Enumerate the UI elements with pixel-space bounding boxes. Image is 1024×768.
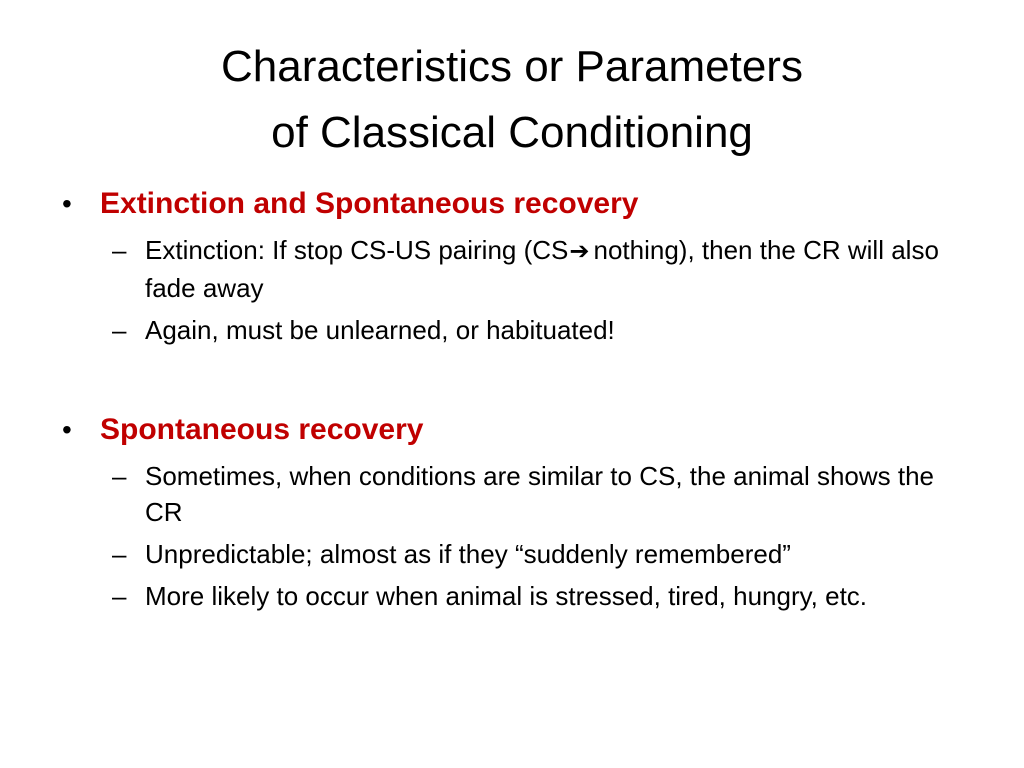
dash-icon: – [112,235,127,265]
bullet-spontaneous-heading [60,408,968,452]
title-line-1: Characteristics or Parameters [221,42,803,91]
sub-item-text: More likely to occur when animal is stressed, tired, hungry, etc. [145,581,868,611]
sub-item-sometimes [60,458,968,530]
title-line-2: of Classical Conditioning [271,108,753,157]
dash-icon: – [112,315,127,345]
dash-icon: – [112,461,127,491]
heading-text: Extinction and Spontaneous recovery [100,187,639,220]
bullet-dot-icon: • [62,414,72,445]
dash-icon: – [112,539,127,569]
sub-item-text: Sometimes, when conditions are similar to CS, the animal shows the CR [145,461,935,527]
sub-item-extinction [60,232,968,306]
bullet-extinction-heading [60,182,968,226]
sub-item-text: Again, must be unlearned, or habituated! [145,315,615,345]
right-arrow-icon: ➔ [569,238,590,265]
sub-item-more-likely [60,578,968,614]
slide-title [60,34,964,166]
slide-content [60,182,968,614]
sub-item-unlearned [60,312,968,348]
bullet-dot-icon: • [62,188,72,219]
sub-item-text: Unpredictable; almost as if they “suddenly remembered” [145,539,791,569]
dash-icon: – [112,581,127,611]
sub-item-unpredictable [60,536,968,572]
sub-item-text-part1: Extinction: If stop CS-US pairing (CS [145,235,569,265]
sub-item-text-part2: nothing), then the CR will also fade away [145,235,939,303]
heading-text: Spontaneous recovery [100,413,424,446]
